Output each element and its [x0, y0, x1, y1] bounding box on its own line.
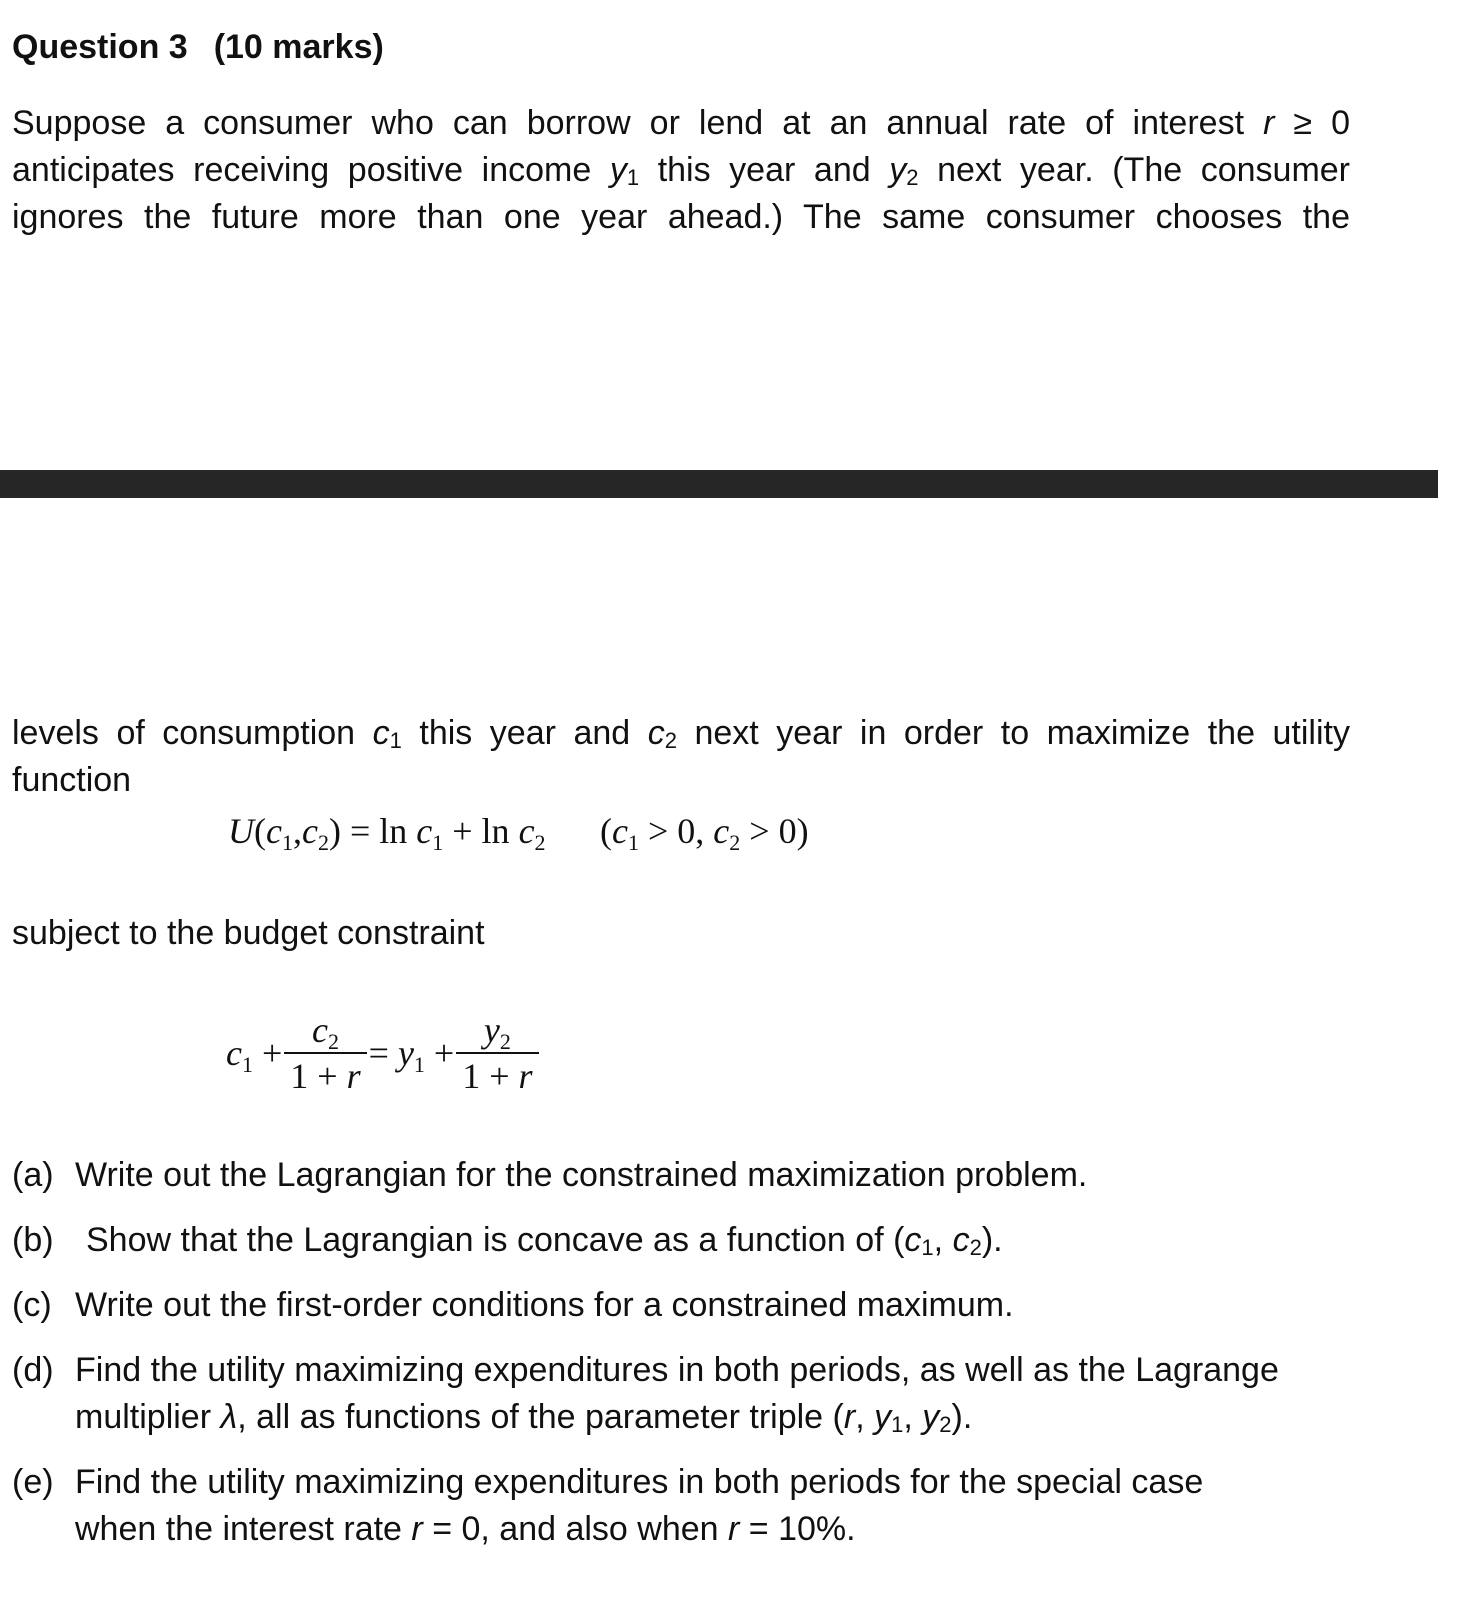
redaction-bar	[0, 470, 1438, 498]
part-e: (e) Find the utility maximizing expenditures in both periods for the special case when the interest rate r = 0, and also when r = 10%.	[12, 1463, 1204, 1548]
part-b: (b) Show that the Lagrangian is concave as a function of (c1, c2).	[12, 1221, 1003, 1260]
question-title	[12, 24, 384, 71]
fraction-c2: $\frac{c2}{1 + r}$	[284, 1010, 366, 1096]
question-number: Question 3	[12, 28, 188, 66]
intro-line-3: ignores the future more than one year ahead.) The same consumer chooses the	[12, 198, 1350, 236]
question-parts	[12, 1152, 1412, 1571]
constraint-intro: subject to the budget constraint	[12, 914, 485, 952]
utility-equation: U(c1,c2) = ln c1 + ln c2	[228, 811, 546, 855]
fraction-y2: $\frac{y2}{1 + r}$	[456, 1010, 538, 1096]
budget-equation: c1 + $\frac{c2}{1 + r}$ = y1 + $\frac{y2}{1 + r}$	[226, 1010, 541, 1110]
intro-paragraph	[12, 100, 1350, 241]
continuation-line-1: levels of consumption c1 this year and c2 next year in order to maximize the utility	[12, 714, 1350, 753]
part-d: (d) Find the utility maximizing expenditures in both periods, as well as the Lagrange multiplier λ, all as functions of the parameter triple (r, y1, y2).	[12, 1351, 1279, 1437]
utility-domain: (c1 > 0, c2 > 0)	[600, 811, 809, 855]
intro-line-1: Suppose a consumer who can borrow or lend at an annual rate of interest r ≥ 0	[12, 104, 1351, 142]
continuation-paragraph	[12, 710, 1350, 804]
question-marks: (10 marks)	[213, 28, 384, 66]
intro-line-2: anticipates receiving positive income y1 this year and y2 next year. (The consumer	[12, 151, 1350, 190]
part-a: (a) Write out the Lagrangian for the constrained maximization problem.	[12, 1156, 1088, 1194]
var-r: r	[1263, 104, 1275, 142]
part-c: (c) Write out the first-order conditions for a constrained maximum.	[12, 1286, 1014, 1324]
continuation-line-2: function	[12, 761, 132, 799]
